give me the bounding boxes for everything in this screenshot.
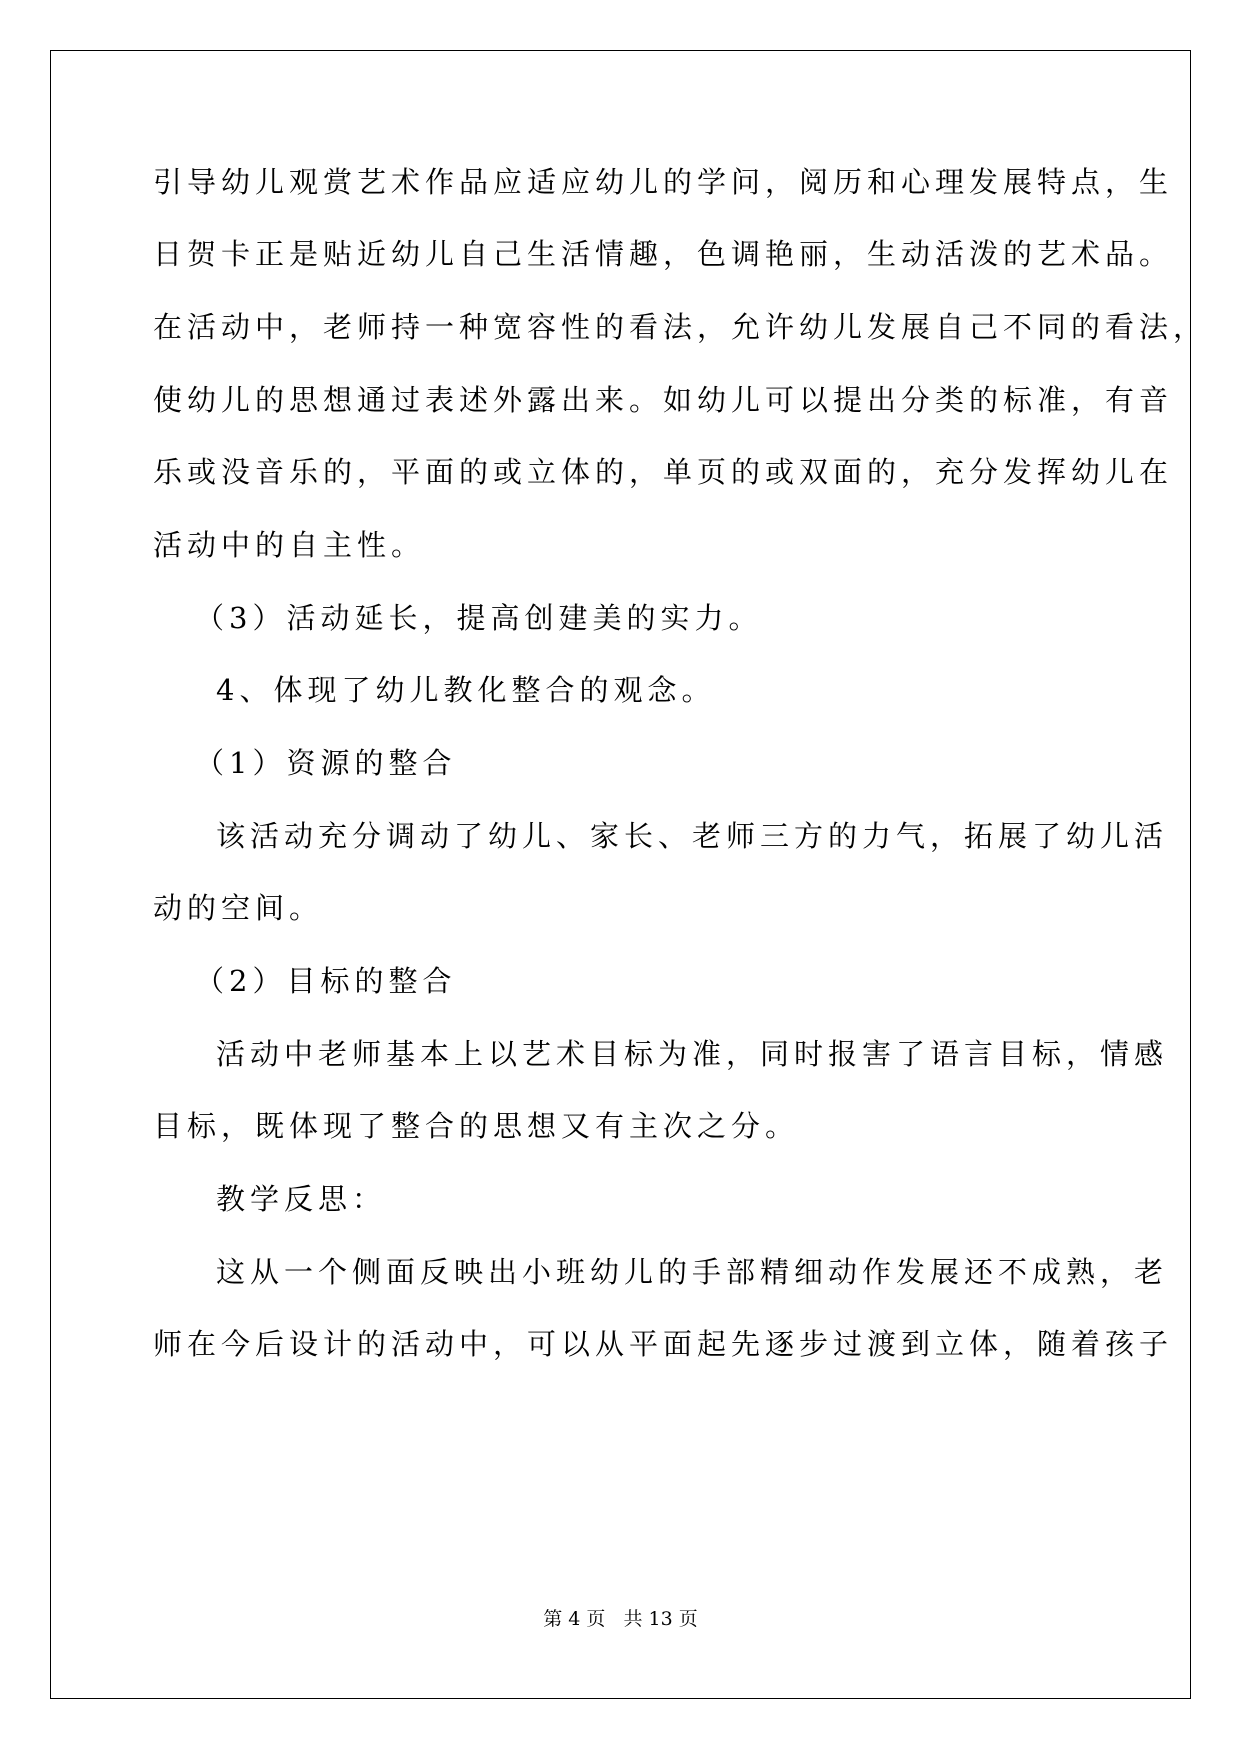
paragraph-line: 目标，既体现了整合的思想又有主次之分。 — [153, 1109, 800, 1143]
paragraph-line: 使幼儿的思想通过表述外露出来。如幼儿可以提出分类的标准，有音 — [153, 383, 1174, 417]
section-heading: （1）资源的整合 — [195, 746, 457, 780]
section-heading: 教学反思： — [216, 1182, 387, 1216]
paragraph-line: 引导幼儿观赏艺术作品应适应幼儿的学问，阅历和心理发展特点，生 — [153, 165, 1174, 199]
section-heading: （2）目标的整合 — [195, 964, 457, 998]
paragraph-line: 在活动中，老师持一种宽容性的看法，允许幼儿发展自己不同的看法， — [153, 310, 1208, 344]
page-number: 第 4 页 — [543, 1608, 606, 1630]
paragraph-line: 日贺卡正是贴近幼儿自己生活情趣，色调艳丽，生动活泼的艺术品。 — [153, 237, 1174, 271]
section-heading: 4、体现了幼儿教化整合的观念。 — [216, 673, 716, 707]
page-border — [50, 50, 1191, 1699]
paragraph-line: 师在今后设计的活动中，可以从平面起先逐步过渡到立体，随着孩子 — [153, 1327, 1174, 1361]
paragraph-line: 活动中的自主性。 — [153, 528, 426, 562]
paragraph-line: 这从一个侧面反映出小班幼儿的手部精细动作发展还不成熟，老 — [216, 1255, 1169, 1289]
paragraph-line: 动的空间。 — [153, 891, 324, 925]
section-heading: （3）活动延长，提高创建美的实力。 — [195, 601, 763, 635]
paragraph-line: 活动中老师基本上以艺术目标为准，同时报害了语言目标，情感 — [216, 1037, 1169, 1071]
page-footer — [0, 1604, 1241, 1631]
page-total: 共 13 页 — [623, 1608, 698, 1630]
paragraph-line: 乐或没音乐的，平面的或立体的，单页的或双面的，充分发挥幼儿在 — [153, 455, 1174, 489]
paragraph-line: 该活动充分调动了幼儿、家长、老师三方的力气，拓展了幼儿活 — [216, 819, 1169, 853]
